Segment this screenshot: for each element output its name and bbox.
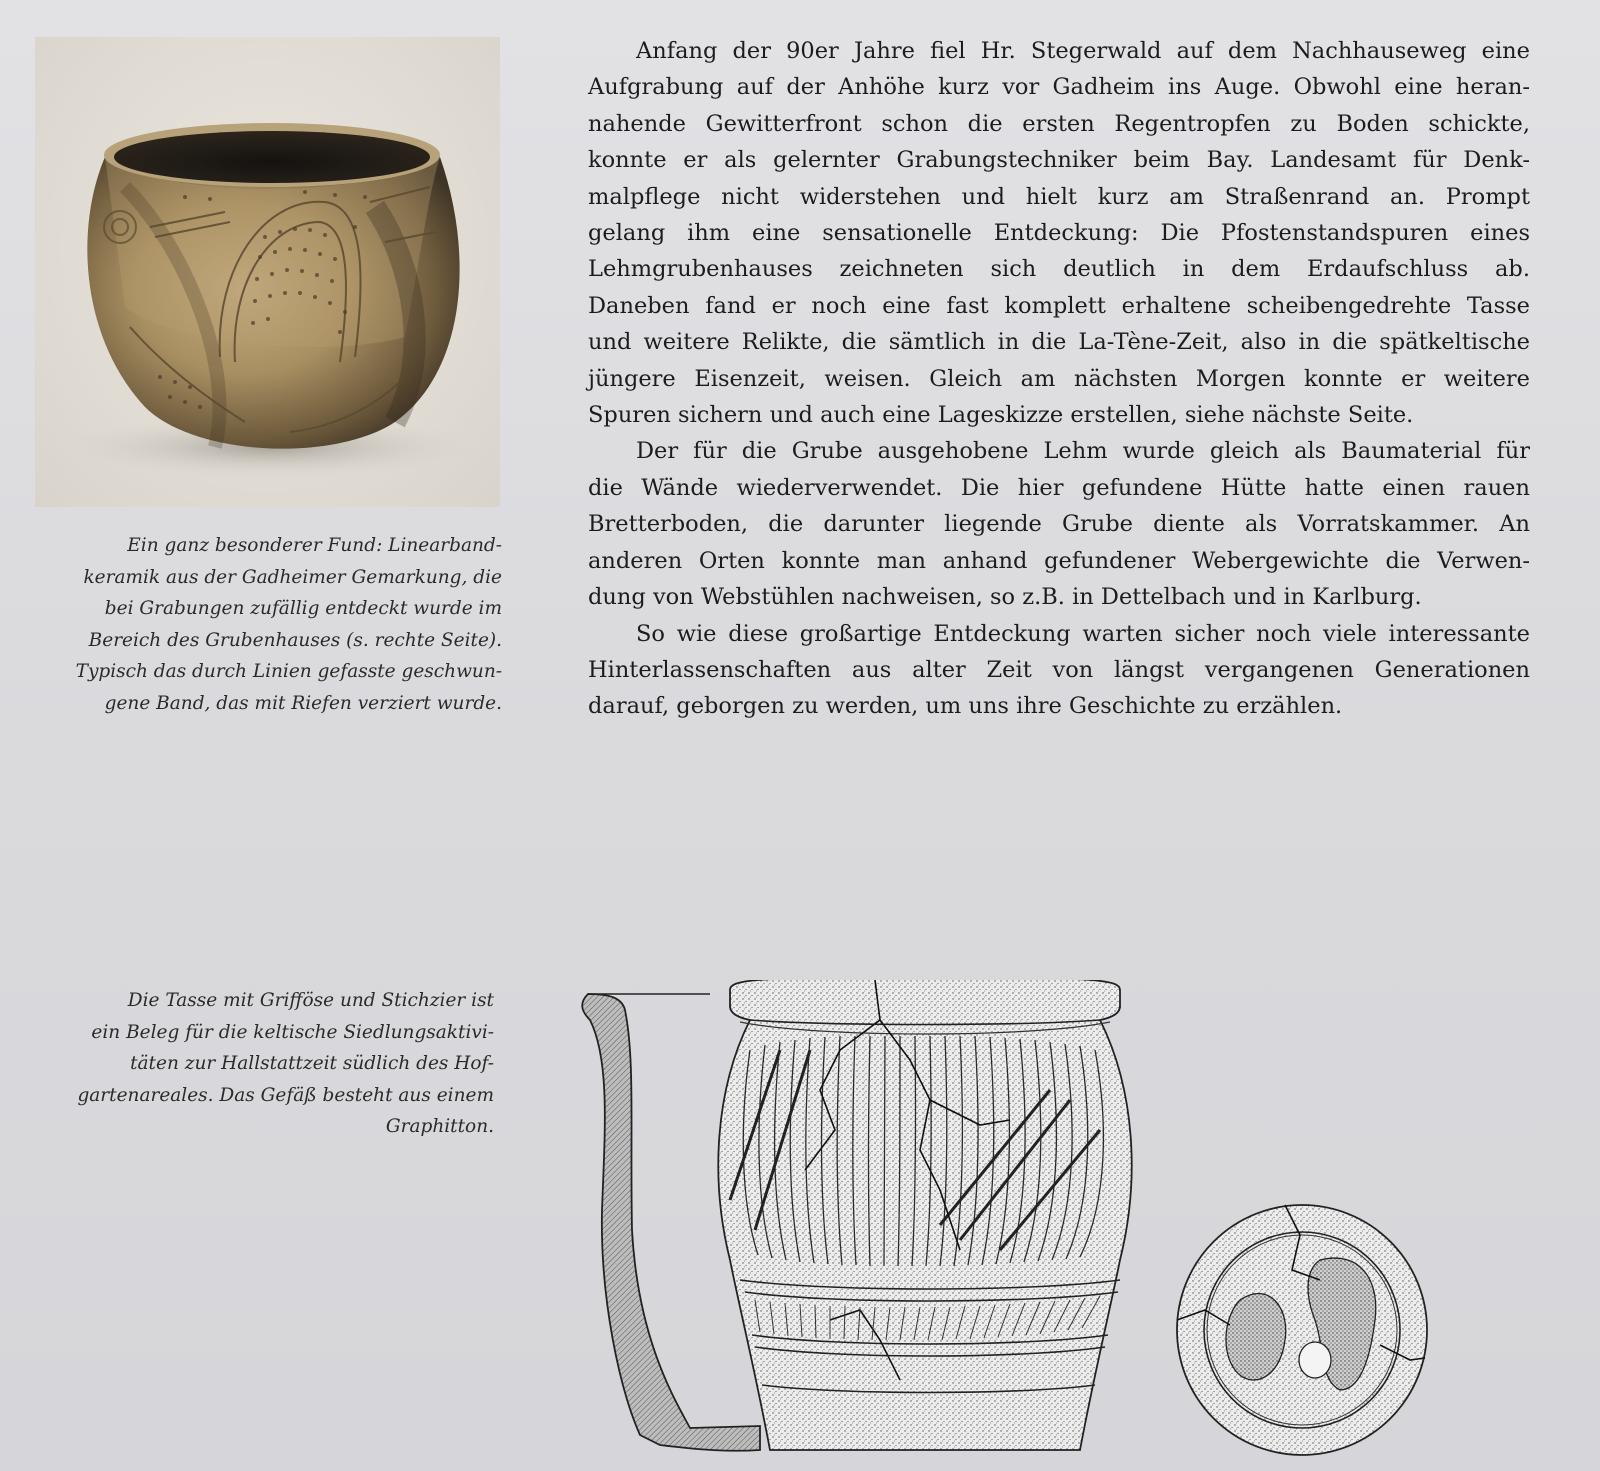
text-line: So wie diese großartige Entdeckung warten sicher noch viele interessante (636, 620, 1530, 647)
text-line: gelang ihm eine sensationelle Entdeckung: Die Pfostenstandspuren eines (588, 220, 1530, 247)
text-line: die Wände wiederverwendet. Die hier gefundene Hütte hatte einen rauen (588, 474, 1530, 501)
photo-caption-line: gene Band, das mit Riefen verziert wurde. (104, 692, 502, 714)
paragraph-3 (588, 616, 1530, 725)
drawing-caption-line: gartenareales. Das Gefäß besteht aus einem (77, 1084, 494, 1106)
photo-caption (76, 530, 502, 719)
text-line: Spuren sichern und auch eine Lageskizze erstellen, siehe nächste Seite. (588, 402, 1414, 429)
text-line: dung von Webstühlen nachweisen, so z.B. in Dettelbach und in Karlburg. (588, 584, 1422, 611)
cup-drawing (580, 980, 1460, 1460)
text-line: Lehmgrubenhauses zeichneten sich deutlich in dem Erdaufschluss ab. (588, 256, 1530, 283)
article-body (588, 33, 1530, 725)
photo-caption-line: Typisch das durch Linien gefasste geschwun- (75, 661, 502, 682)
text-line: darauf, geborgen zu werden, um uns ihre Geschichte zu erzählen. (588, 693, 1343, 720)
text-line: Daneben fand er noch eine fast komplett erhaltene scheibengedrehte Tasse (588, 292, 1530, 319)
text-line: Bretterboden, die darunter liegende Grube diente als Vorratskammer. An (588, 511, 1530, 538)
paragraph-1 (588, 33, 1530, 433)
paragraph-2 (588, 433, 1530, 615)
text-line: und weitere Relikte, die sämtlich in die La-Tène-Zeit, also in die spätkeltische (588, 329, 1530, 356)
text-line: konnte er als gelernter Grabungstechniker beim Bay. Landesamt für Denk- (588, 147, 1530, 174)
photo-caption-line: Bereich des Grubenhauses (s. rechte Seite). (88, 629, 502, 651)
photo-caption-line: Ein ganz besonderer Fund: Linearband- (127, 535, 502, 556)
text-line: nahende Gewitterfront schon die ersten Regentropfen zu Boden schickte, (588, 110, 1530, 137)
text-line: Aufgrabung auf der Anhöhe kurz vor Gadheim ins Auge. Obwohl eine heran- (588, 74, 1530, 101)
text-line: jüngere Eisenzeit, weisen. Gleich am nächsten Morgen konnte er weitere (588, 365, 1530, 392)
text-line: anderen Orten konnte man anhand gefundener Webergewichte die Verwen- (588, 547, 1530, 574)
photo-caption-line: bei Grabungen zufällig entdeckt wurde im (104, 598, 502, 619)
drawing-caption-line: täten zur Hallstattzeit südlich des Hof- (130, 1053, 494, 1074)
drawing-caption-line: Graphitton. (385, 1116, 494, 1137)
photo-caption-line: keramik aus der Gadheimer Gemarkung, die (83, 566, 502, 588)
text-line: Der für die Grube ausgehobene Lehm wurde gleich als Baumaterial für (636, 438, 1530, 465)
drawing-caption-line: ein Beleg für die keltische Siedlungsaktivi- (91, 1021, 494, 1043)
drawing-caption (77, 985, 494, 1143)
text-line: malpflege nicht widerstehen und hielt kurz am Straßenrand an. Prompt (588, 183, 1530, 210)
text-line: Anfang der 90er Jahre fiel Hr. Stegerwald auf dem Nachhauseweg eine (636, 38, 1530, 64)
text-line: Hinterlassenschaften aus alter Zeit von längst vergangenen Generationen (588, 656, 1530, 683)
drawing-caption-line: Die Tasse mit Grifföse und Stichzier ist (127, 990, 494, 1011)
pottery-bowl-photo (35, 37, 500, 507)
